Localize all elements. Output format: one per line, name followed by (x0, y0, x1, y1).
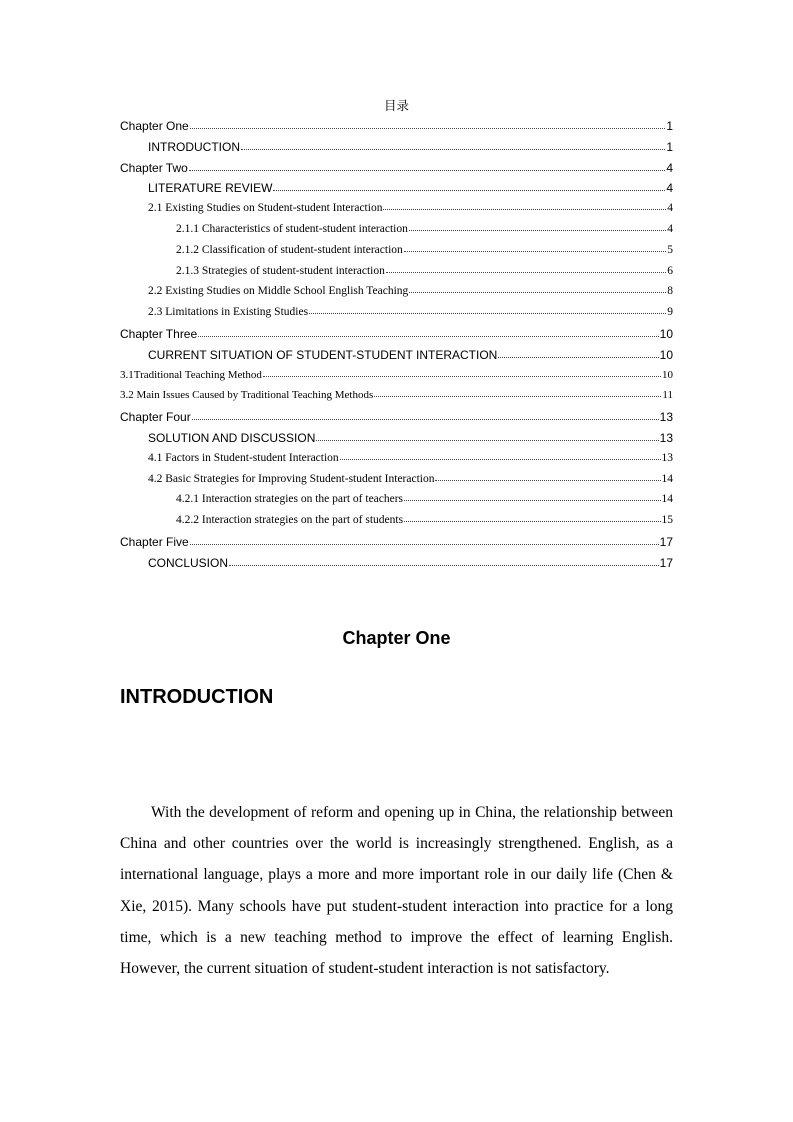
toc-entry[interactable] (120, 514, 673, 535)
toc-title: 目录 (383, 98, 409, 113)
toc-entry-text: 4.2 Basic Strategies for Improving Student-student Interaction (148, 472, 435, 485)
chapter-label: Chapter One (342, 628, 451, 648)
toc-entry[interactable] (120, 556, 673, 577)
toc-entry[interactable] (120, 431, 673, 452)
toc-entry[interactable] (120, 473, 673, 494)
toc-entry[interactable] (120, 348, 673, 369)
toc-entry-text: Chapter Four (120, 410, 191, 425)
toc-dot-leader (198, 328, 658, 337)
toc-entry[interactable] (120, 140, 673, 161)
toc-entry-text: 2.1.2 Classification of student-student interaction (176, 243, 403, 256)
toc-page-number: 15 (661, 514, 673, 527)
toc-page-number: 5 (667, 243, 673, 256)
toc-page-number: 17 (659, 534, 673, 549)
toc-dot-leader (192, 411, 659, 420)
toc-entry-text: 3.2 Main Issues Caused by Traditional Teaching Methods (120, 389, 374, 402)
toc-entry-text: 4.2.2 Interaction strategies on the part of students (176, 514, 404, 527)
toc-page-number: 10 (659, 347, 673, 362)
toc-entry[interactable] (120, 410, 673, 431)
toc-entry[interactable] (120, 119, 673, 140)
toc-dot-leader (409, 223, 666, 231)
toc-entry[interactable] (120, 535, 673, 556)
toc-entry[interactable] (120, 452, 673, 473)
toc-entry-text: 2.2 Existing Studies on Middle School English Teaching (148, 285, 409, 298)
intro-paragraph: With the development of reform and opening up in China, the relationship between China and other countries over the world is increasingly strengthened. English, as a international language, plays a more and more important role in our daily life (Chen & Xie, 2015). Many schools have put student-student interaction into practice for a long time, which is a new teaching method to improve the effect of learning English. However, the current situation of student-student interaction is not satisfactory. (120, 804, 673, 978)
toc-page-number: 10 (659, 326, 673, 341)
toc-entry[interactable] (120, 327, 673, 348)
toc-dot-leader (498, 349, 658, 358)
toc-dot-leader (374, 389, 661, 397)
toc-entry[interactable] (120, 181, 673, 202)
toc-entry-text: 4.2.1 Interaction strategies on the part of teachers (176, 493, 404, 506)
toc-page-number: 13 (659, 410, 673, 425)
toc-page-number: 8 (667, 285, 673, 298)
toc-page-number: 6 (667, 264, 673, 277)
toc-entry-text: 2.1 Existing Studies on Student-student Interaction (148, 202, 383, 215)
toc-entry-text: INTRODUCTION (148, 139, 240, 154)
toc-page-number: 4 (667, 222, 673, 235)
toc-page-number: 1 (666, 119, 673, 133)
toc-page-number: 13 (661, 451, 673, 464)
toc-dot-leader (263, 369, 661, 377)
toc-dot-leader (189, 162, 665, 171)
toc-page-number: 4 (666, 160, 673, 175)
toc-dot-leader (229, 557, 659, 566)
toc-entry[interactable] (120, 244, 673, 265)
toc-page-number: 14 (661, 493, 673, 506)
toc-page-number: 13 (659, 430, 673, 445)
toc-dot-leader (386, 265, 666, 273)
toc-entry-text: SOLUTION AND DISCUSSION (148, 430, 316, 445)
toc-dot-leader (190, 536, 659, 545)
toc-page-number: 17 (659, 555, 673, 570)
toc-page-number: 14 (661, 472, 673, 485)
toc-entry[interactable] (120, 265, 673, 286)
toc-entry-text: Chapter Three (120, 326, 198, 341)
toc-dot-leader (383, 202, 666, 210)
toc-entry-text: CONCLUSION (148, 555, 229, 570)
toc-entry[interactable] (120, 223, 673, 244)
toc-entry-text: Chapter Two (120, 160, 188, 175)
toc-page-number: 11 (662, 389, 673, 402)
toc-dot-leader (273, 182, 665, 191)
toc-page-number: 10 (662, 368, 673, 381)
toc-entry-text: LITERATURE REVIEW (148, 181, 273, 196)
toc-dot-leader (404, 514, 660, 522)
toc-dot-leader (190, 120, 666, 129)
toc-entry-text: 2.1.3 Strategies of student-student interaction (176, 264, 385, 277)
toc-page-number: 9 (667, 306, 673, 319)
toc-entry[interactable] (120, 161, 673, 182)
toc-dot-leader (316, 432, 658, 441)
toc-entry[interactable] (120, 285, 673, 306)
toc-entry-text: Chapter Five (120, 534, 189, 549)
toc-entry-text: Chapter One (120, 119, 189, 133)
toc-page-number: 4 (667, 202, 673, 215)
toc-entry-text: 4.1 Factors in Student-student Interaction (148, 451, 339, 464)
toc-entry[interactable] (120, 389, 673, 410)
toc-dot-leader (409, 285, 666, 293)
toc-dot-leader (404, 493, 660, 501)
toc-entry-text: 2.1.1 Characteristics of student-student interaction (176, 222, 408, 235)
chapter-heading: INTRODUCTION (120, 686, 274, 708)
toc-entry-text: CURRENT SITUATION OF STUDENT-STUDENT INTERACTION (148, 347, 498, 362)
toc-dot-leader (435, 473, 660, 481)
table-of-contents (120, 119, 673, 577)
toc-dot-leader (309, 306, 666, 314)
toc-entry-text: 3.1Traditional Teaching Method (120, 368, 262, 381)
toc-page-number: 1 (666, 139, 673, 154)
toc-dot-leader (241, 141, 665, 150)
toc-entry[interactable] (120, 306, 673, 327)
toc-entry[interactable] (120, 202, 673, 223)
toc-entry[interactable] (120, 493, 673, 514)
toc-entry[interactable] (120, 369, 673, 390)
toc-dot-leader (404, 244, 666, 252)
toc-entry-text: 2.3 Limitations in Existing Studies (148, 306, 309, 319)
toc-page-number: 4 (666, 181, 673, 196)
toc-dot-leader (340, 452, 661, 460)
